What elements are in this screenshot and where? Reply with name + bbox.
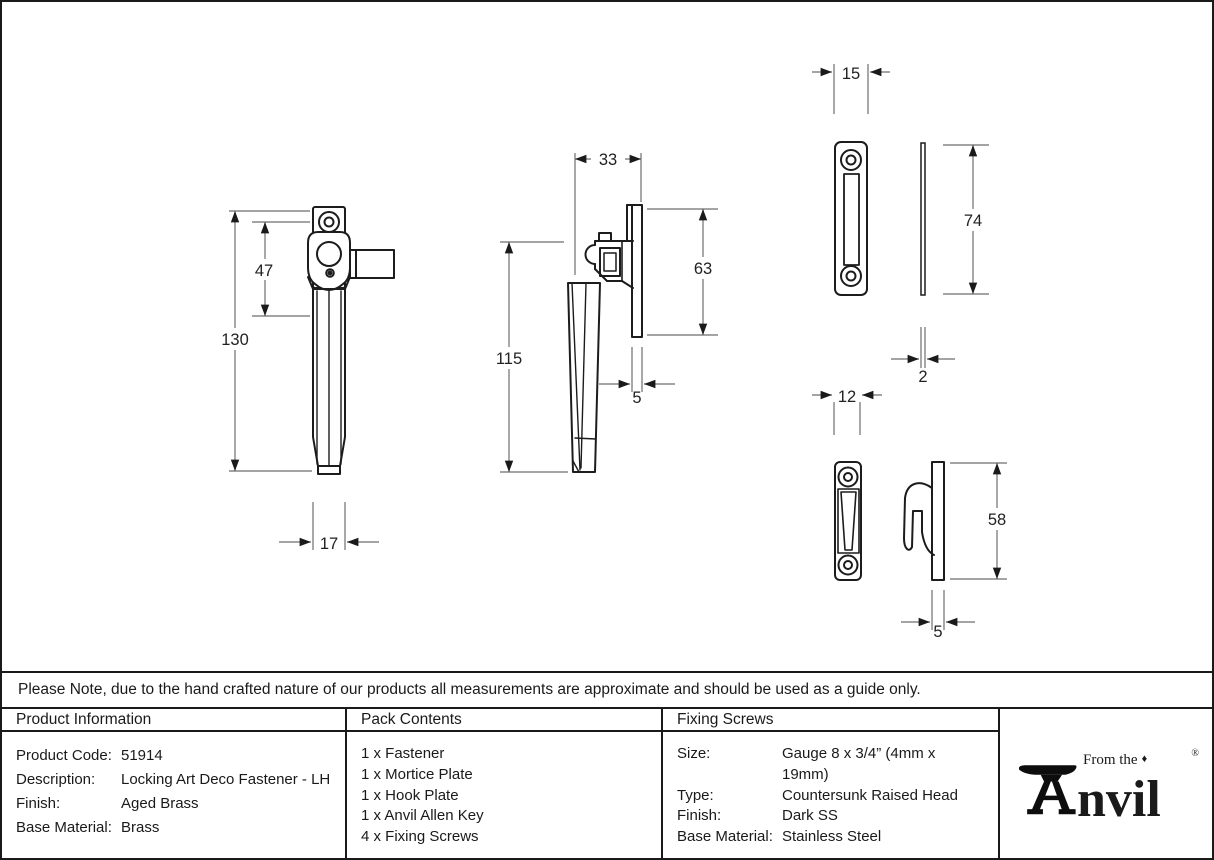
list-item: 1 x Hook Plate [361, 786, 459, 804]
row-value: 51914 [121, 747, 163, 764]
list-item: 1 x Anvil Allen Key [361, 807, 484, 825]
dim-label-plate-gap: 5 [632, 389, 642, 407]
dimension-labels [216, 65, 1013, 641]
product-information-header: Product Information [2, 709, 347, 732]
dim-label-side-height: 115 [495, 350, 523, 368]
info-table [2, 707, 1212, 858]
fastener-side-view [568, 205, 642, 472]
table-row [677, 806, 984, 827]
pack-contents-cell [347, 732, 663, 858]
hook-plate-side-view [904, 462, 944, 580]
mortice-plate-side-view [921, 143, 925, 295]
dim-label-height: 130 [221, 331, 249, 349]
row-label: Finish: [677, 807, 722, 825]
mortice-plate-front-view [835, 142, 867, 295]
technical-drawing [2, 2, 1212, 671]
table-row [677, 786, 984, 807]
diamond-icon: ♦ [1141, 752, 1148, 765]
fixing-screws-cell [663, 732, 1000, 858]
row-label: Type: [677, 786, 714, 804]
row-label: Description: [16, 771, 96, 788]
dim-label-width: 17 [319, 535, 339, 553]
note-text: Please Note, due to the hand crafted nature of our products all measurements are approximate and should be used as a guide only. [18, 681, 921, 698]
dim-label-head-height: 47 [254, 262, 274, 280]
table-row [677, 744, 984, 786]
row-label: Product Code: [16, 747, 112, 764]
logo-cell [1000, 709, 1212, 858]
table-row [16, 744, 331, 768]
list-item: 1 x Mortice Plate [361, 765, 473, 783]
row-value: Countersunk Raised Head [782, 786, 958, 804]
row-value: Brass [121, 819, 160, 836]
row-label: Base Material: [677, 828, 773, 846]
technical-drawing-area [2, 2, 1212, 671]
note-row [2, 671, 1212, 707]
dim-label-hook-height: 58 [987, 511, 1007, 529]
anvil-icon [1017, 762, 1079, 818]
table-row [16, 792, 331, 816]
row-value: Locking Art Deco Fastener - LH [121, 771, 331, 788]
row-value: Dark SS [782, 807, 838, 825]
table-row [677, 827, 984, 848]
product-information-cell [2, 732, 347, 858]
dim-label-mortice-width: 15 [841, 65, 861, 83]
list-item: 1 x Fastener [361, 745, 445, 762]
table-row [16, 816, 331, 840]
fixing-screws-header: Fixing Screws [663, 709, 1000, 732]
fastener-front-view [308, 207, 394, 474]
dim-label-mortice-height: 74 [963, 212, 983, 230]
dim-label-plate-height: 63 [693, 260, 713, 278]
dim-label-mortice-thickness: 2 [918, 368, 928, 386]
brand-tagline [1083, 752, 1147, 769]
row-value: Stainless Steel [782, 828, 882, 846]
dim-label-depth: 33 [598, 151, 618, 169]
anvil-logo [1017, 747, 1199, 828]
row-label: Size: [677, 745, 711, 762]
row-label: Finish: [16, 795, 61, 812]
list-item: 4 x Fixing Screws [361, 828, 479, 846]
pack-contents-header: Pack Contents [347, 709, 663, 732]
row-value: Gauge 8 x 3/4” (4mm x 19mm) [782, 745, 936, 783]
dim-label-hook-thickness: 5 [933, 623, 943, 641]
row-value: Aged Brass [121, 795, 199, 812]
row-label: Base Material: [16, 819, 112, 836]
brand-wordmark: nvil [1077, 770, 1161, 828]
tagline-text: From the [1083, 751, 1138, 768]
table-row [16, 768, 331, 792]
hook-plate-front-view [835, 462, 861, 580]
dim-label-hook-width: 12 [837, 388, 857, 406]
registered-mark: ® [1191, 747, 1199, 759]
